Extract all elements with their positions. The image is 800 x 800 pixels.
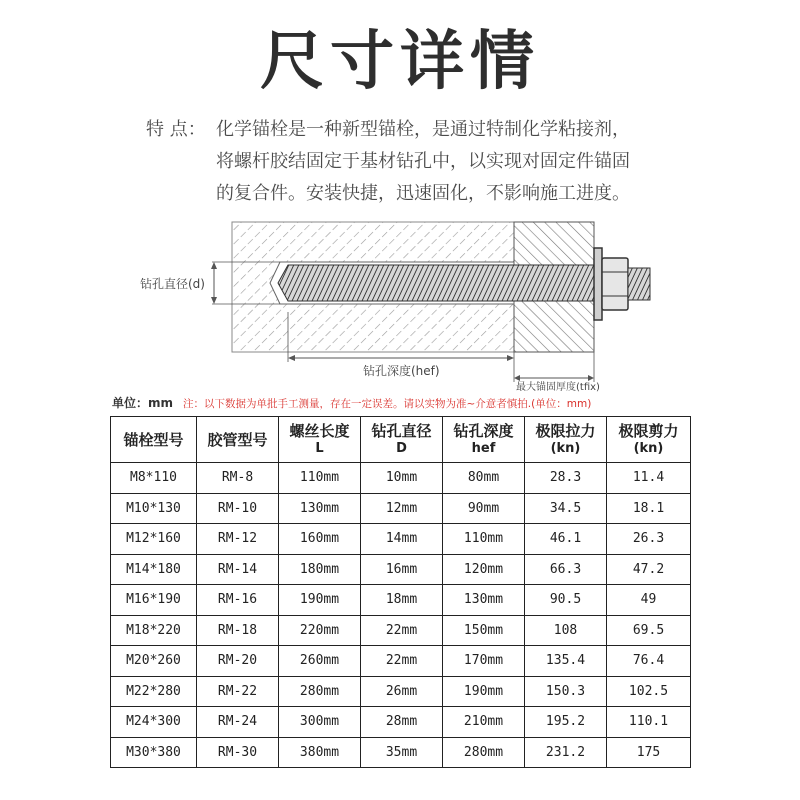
table-cell: 14mm [361, 524, 443, 555]
spec-table [110, 416, 691, 768]
table-cell: 150mm [443, 615, 525, 646]
table-cell: 69.5 [607, 615, 691, 646]
table-cell: 220mm [279, 615, 361, 646]
depth-label: 钻孔深度(hef) [363, 364, 440, 378]
table-cell: RM-8 [197, 463, 279, 494]
table-cell: 102.5 [607, 676, 691, 707]
table-cell: 12mm [361, 493, 443, 524]
table-cell: M16*190 [111, 585, 197, 616]
column-header-sub: (kn) [633, 440, 664, 456]
table-cell: 180mm [279, 554, 361, 585]
column-header [443, 417, 525, 463]
table-cell: 150.3 [525, 676, 607, 707]
column-header-sub: L [315, 440, 324, 456]
column-header-sub: hef [471, 440, 496, 456]
table-cell: 26mm [361, 676, 443, 707]
table-cell: 47.2 [607, 554, 691, 585]
column-header-label: 锚栓型号 [123, 430, 184, 449]
washer [594, 248, 602, 320]
page-title: 尺寸详情 [260, 25, 540, 99]
table-cell: M22*280 [111, 676, 197, 707]
table-cell: 210mm [443, 707, 525, 738]
table-cell: 18mm [361, 585, 443, 616]
diameter-label: 钻孔直径(d) [140, 277, 205, 291]
table-cell: 18.1 [607, 493, 691, 524]
table-row [111, 524, 691, 555]
table-cell: 130mm [443, 585, 525, 616]
anchor-diagram-svg [138, 212, 658, 392]
table-cell: 28mm [361, 707, 443, 738]
table-cell: 190mm [279, 585, 361, 616]
column-header-label: 螺丝长度 [289, 421, 350, 440]
table-cell: M30*380 [111, 737, 197, 768]
thickness-label: 最大锚固厚度(tfix) [516, 382, 600, 392]
table-cell: 280mm [443, 737, 525, 768]
column-header-label: 钻孔深度 [453, 421, 514, 440]
table-cell: RM-22 [197, 676, 279, 707]
feature-label: 特 点： [146, 119, 206, 140]
table-header-row [111, 417, 691, 463]
anchor-diagram [138, 212, 658, 392]
table-row [111, 676, 691, 707]
table-row [111, 737, 691, 768]
table-cell: 16mm [361, 554, 443, 585]
table-cell: M10*130 [111, 493, 197, 524]
table-cell: 80mm [443, 463, 525, 494]
table-cell: M24*300 [111, 707, 197, 738]
table-cell: 10mm [361, 463, 443, 494]
table-cell: M20*260 [111, 646, 197, 677]
table-row [111, 493, 691, 524]
feature-description [146, 114, 706, 210]
table-cell: 110mm [279, 463, 361, 494]
unit-label: 单位：mm [112, 396, 174, 410]
column-header-label: 胶管型号 [207, 430, 268, 449]
table-cell: RM-12 [197, 524, 279, 555]
table-cell: 28.3 [525, 463, 607, 494]
table-cell: 66.3 [525, 554, 607, 585]
column-header-label: 极限拉力 [535, 421, 596, 440]
table-cell: 130mm [279, 493, 361, 524]
table-cell: 190mm [443, 676, 525, 707]
rod-end [628, 268, 650, 300]
table-cell: 195.2 [525, 707, 607, 738]
feature-line-2: 将螺杆胶结固定于基材钻孔中，以实现对固定件锚固 [216, 151, 630, 172]
table-cell: RM-16 [197, 585, 279, 616]
table-cell: RM-30 [197, 737, 279, 768]
table-cell: 46.1 [525, 524, 607, 555]
table-cell: 110mm [443, 524, 525, 555]
table-cell: 90mm [443, 493, 525, 524]
measurement-note: 注：以下数据为单批手工测量，存在一定误差。请以实物为准~介意者慎拍.(单位：mm) [183, 398, 592, 410]
table-cell: RM-24 [197, 707, 279, 738]
column-header [279, 417, 361, 463]
table-cell: 35mm [361, 737, 443, 768]
column-header-label: 钻孔直径 [371, 421, 432, 440]
table-row [111, 615, 691, 646]
table-row [111, 463, 691, 494]
table-row [111, 646, 691, 677]
table-row [111, 554, 691, 585]
table-body [111, 463, 691, 768]
table-cell: 280mm [279, 676, 361, 707]
table-cell: RM-20 [197, 646, 279, 677]
table-cell: M18*220 [111, 615, 197, 646]
table-cell: 160mm [279, 524, 361, 555]
column-header-sub: (kn) [550, 440, 581, 456]
table-cell: 260mm [279, 646, 361, 677]
feature-line-1 [146, 114, 706, 146]
column-header [525, 417, 607, 463]
column-header [111, 417, 197, 463]
table-cell: 231.2 [525, 737, 607, 768]
table-cell: 110.1 [607, 707, 691, 738]
table-cell: M12*160 [111, 524, 197, 555]
table-cell: 22mm [361, 646, 443, 677]
table-cell: 49 [607, 585, 691, 616]
table-cell: 170mm [443, 646, 525, 677]
nut [602, 258, 628, 310]
column-header-label: 极限剪力 [618, 421, 679, 440]
threaded-rod [278, 265, 600, 301]
table-row [111, 585, 691, 616]
table-cell: RM-14 [197, 554, 279, 585]
table-cell: 175 [607, 737, 691, 768]
table-cell: 108 [525, 615, 607, 646]
table-cell: 120mm [443, 554, 525, 585]
table-cell: M14*180 [111, 554, 197, 585]
table-cell: 76.4 [607, 646, 691, 677]
table-cell: 380mm [279, 737, 361, 768]
feature-text-1: 化学锚栓是一种新型锚栓，是通过特制化学粘接剂， [216, 119, 630, 140]
table-cell: 34.5 [525, 493, 607, 524]
column-header [197, 417, 279, 463]
table-cell: 135.4 [525, 646, 607, 677]
table-cell: 22mm [361, 615, 443, 646]
column-header [607, 417, 691, 463]
table-cell: RM-18 [197, 615, 279, 646]
table-row [111, 707, 691, 738]
unit-row [112, 392, 772, 411]
table-cell: 26.3 [607, 524, 691, 555]
table-cell: 90.5 [525, 585, 607, 616]
table-cell: RM-10 [197, 493, 279, 524]
table-cell: 300mm [279, 707, 361, 738]
table-cell: M8*110 [111, 463, 197, 494]
column-header [361, 417, 443, 463]
table-cell: 11.4 [607, 463, 691, 494]
column-header-sub: D [396, 440, 407, 456]
feature-line-3: 的复合件。安装快捷，迅速固化，不影响施工进度。 [216, 183, 630, 204]
